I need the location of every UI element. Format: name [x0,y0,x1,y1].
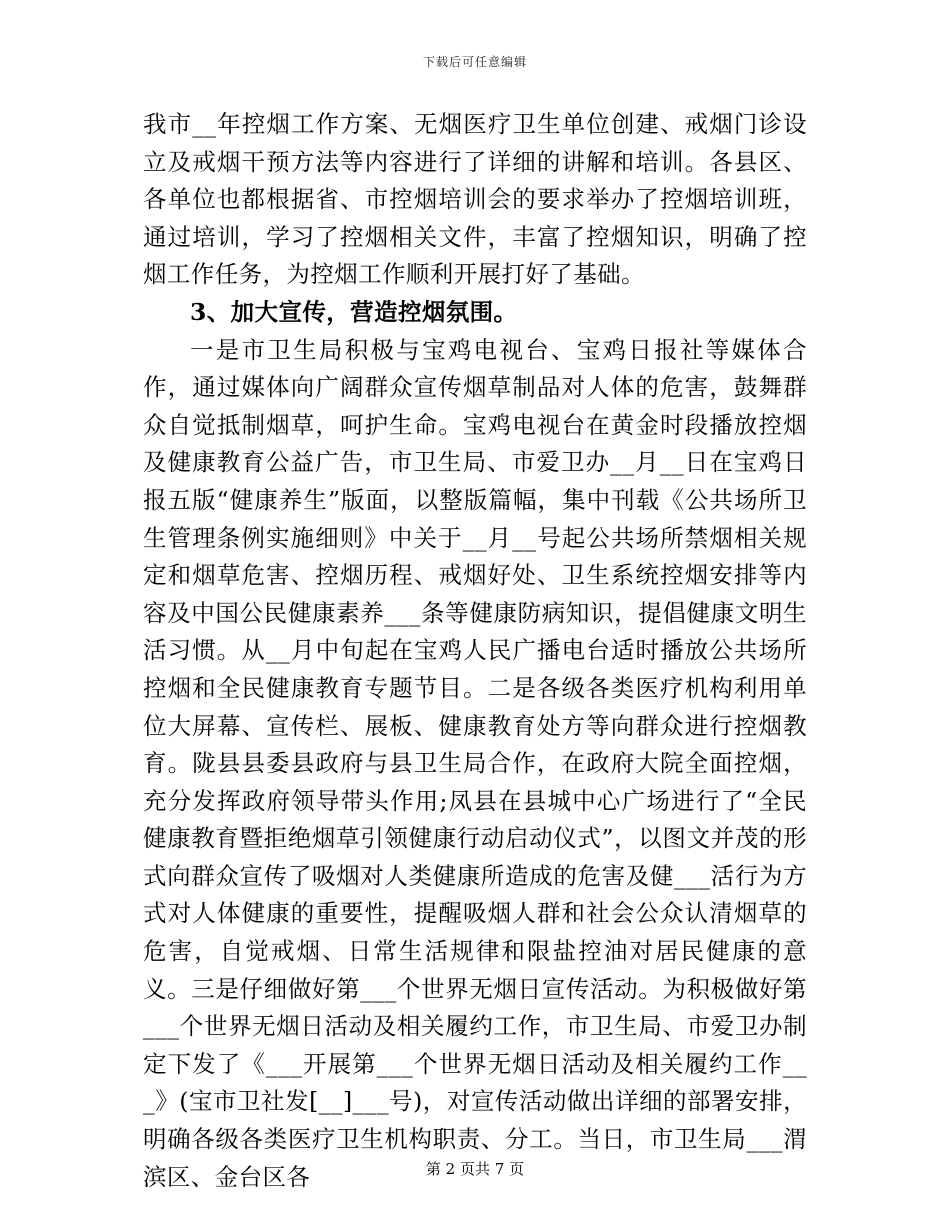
document-body [143,106,807,1196]
body-paragraph-1: 我市__年控烟工作方案、无烟医疗卫生单位创建、戒烟门诊设立及戒烟干预方法等内容进行了详细的讲解和培训。各县区、各单位也都根据省、市控烟培训会的要求举办了控烟培训班，通过培训，学习了控烟相关文件，丰富了控烟知识，明确了控烟工作任务，为控烟工作顺利开展打好了基础。 [143,110,807,289]
page-number-footer: 第 2 页共 7 页 [425,1160,525,1178]
page-header-note: 下载后可任意编辑 [422,55,527,69]
body-paragraph-2: 一是市卫生局积极与宝鸡电视台、宝鸡日报社等媒体合作，通过媒体向广阔群众宣传烟草制品对人体的危害，鼓舞群众自觉抵制烟草，呵护生命。宝鸡电视台在黄金时段播放控烟及健康教育公益广告，市卫生局、市爱卫办__月__日在宝鸡日报五版“健康养生”版面，以整版篇幅，集中刊载《公共场所卫生管理条例实施细则》中关于__月__号起公共场所禁烟相关规定和烟草危害、控烟历程、戒烟好处、卫生系统控烟安排等内容及中国公民健康素养___条等健康防病知识，提倡健康文明生活习惯。从__月中旬起在宝鸡人民广播电台适时播放公共场所控烟和全民健康教育专题节目。二是各级各类医疗机构利用单位大屏幕、宣传栏、展板、健康教育处方等向群众进行控烟教育。陇县县委县政府与县卫生局合作，在政府大院全面控烟，充分发挥政府领导带头作用;凤县在县城中心广场进行了“全民健康教育暨拒绝烟草引领健康行动启动仪式”，以图文并茂的形式向群众宣传了吸烟对人类健康所造成的危害及健___活行为方式对人体健康的重要性，提醒吸烟人群和社会公众认清烟草的危害，自觉戒烟、日常生活规律和限盐控油对居民健康的意义。三是仔细做好第___个世界无烟日宣传活动。为积极做好第___个世界无烟日活动及相关履约工作，市卫生局、市爱卫办制定下发了《___开展第___个世界无烟日活动及相关履约工作___》(宝市卫社发[__]___号)，对宣传活动做出详细的部署安排，明确各级各类医疗卫生机构职责、分工。当日，市卫生局___渭滨区、金台区各 [143,335,807,1191]
section-heading-3: 3、加大宣传，营造控烟氛围。 [190,297,518,326]
